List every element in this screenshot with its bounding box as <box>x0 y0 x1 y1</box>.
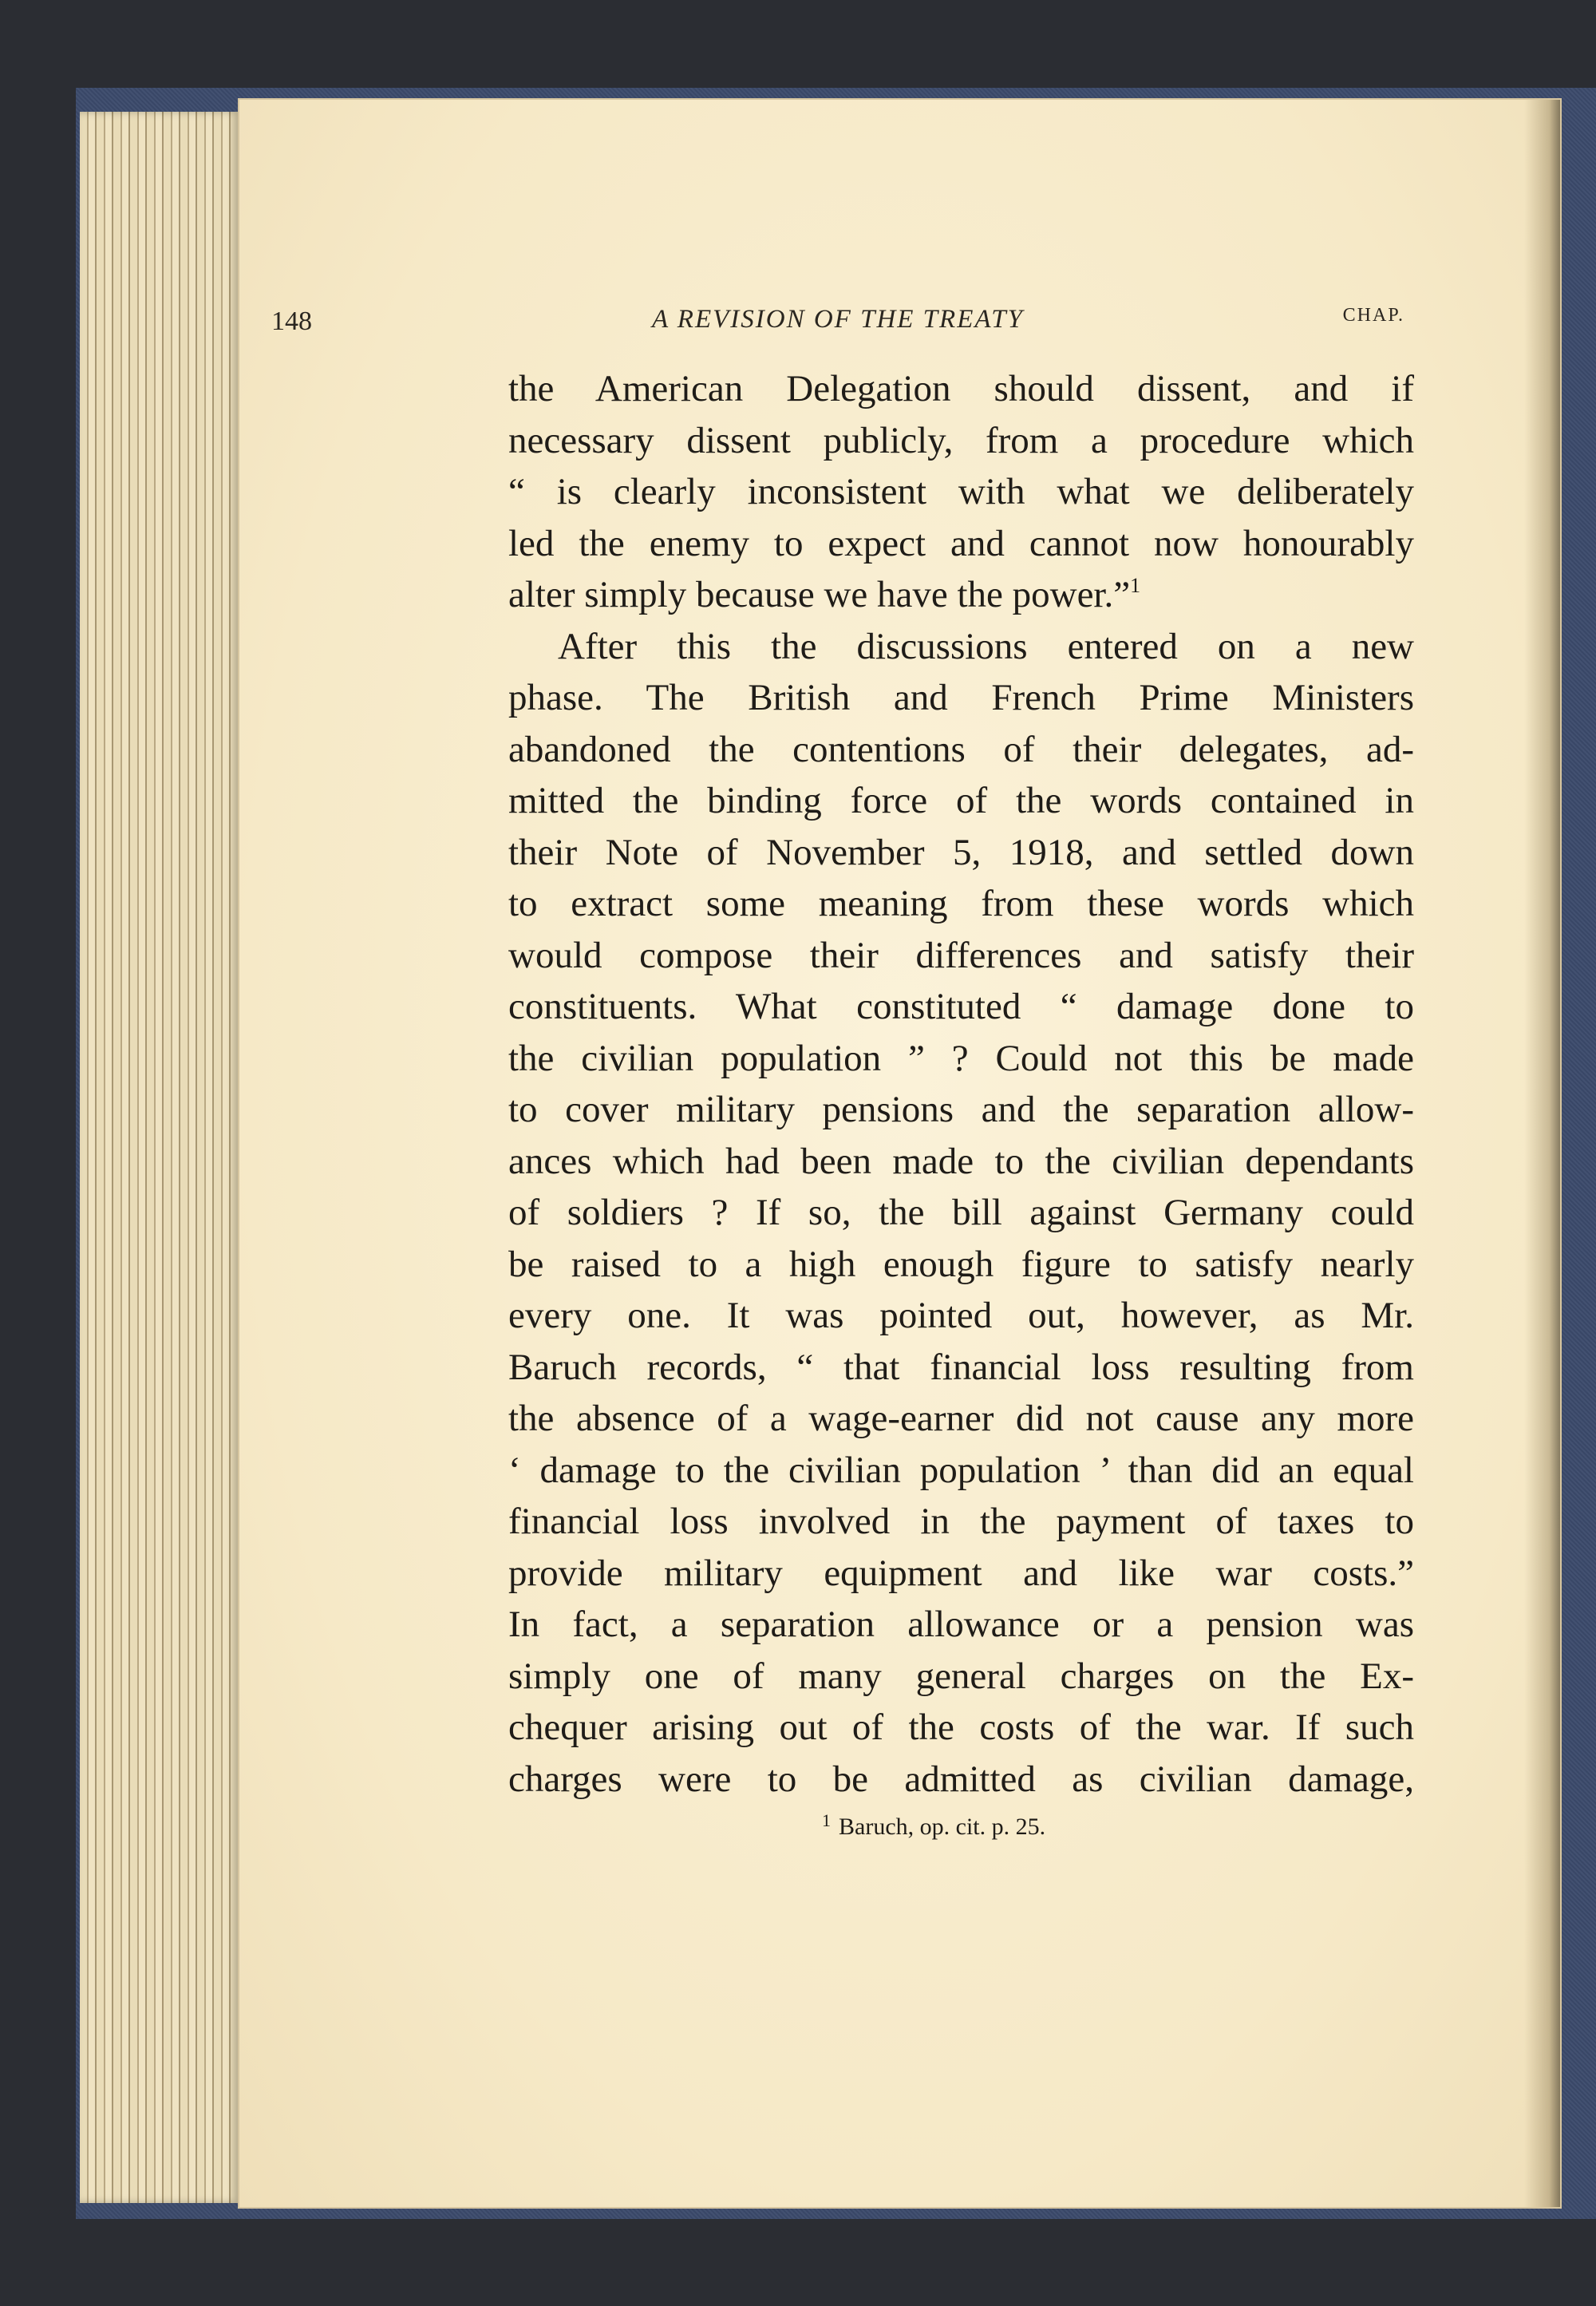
text-line: In fact, a separation allowance or a pension was <box>508 1604 1414 1645</box>
text-line: ances which had been made to the civilian dependants <box>508 1140 1414 1182</box>
text-line: financial loss involved in the payment of taxes to <box>508 1501 1414 1542</box>
text-line: phase. The British and French Prime Ministers <box>508 677 1414 718</box>
body-text <box>508 363 1414 1805</box>
text-line: the civilian population ” ? Could not this be made <box>508 1037 1414 1079</box>
page-number: 148 <box>271 307 312 336</box>
text-line: chequer arising out of the costs of the war. If such <box>508 1707 1414 1748</box>
footnote-text: Baruch, op. cit. p. 25. <box>839 1814 1046 1840</box>
text-line: of soldiers ? If so, the bill against Germany could <box>508 1192 1414 1233</box>
text-line-last <box>508 569 1414 621</box>
chapter-label: CHAP. <box>1342 305 1404 326</box>
text-line: be raised to a high enough figure to satisfy nearly <box>508 1243 1414 1285</box>
text-line: led the enemy to expect and cannot now honourably <box>508 522 1414 564</box>
text-line: mitted the binding force of the words contained in <box>508 780 1414 821</box>
text-line: the absence of a wage-earner did not cause any more <box>508 1398 1414 1439</box>
text-line: to extract some meaning from these words which <box>508 883 1414 924</box>
text-line: Baruch records, “ that financial loss resulting from <box>508 1346 1414 1388</box>
footnote <box>822 1810 1045 1841</box>
footnote-mark: 1 <box>822 1810 831 1830</box>
text-line: every one. It was pointed out, however, as Mr. <box>508 1295 1414 1336</box>
running-title: A REVISION OF THE TREATY <box>652 305 1024 334</box>
text-line: After this the discussions entered on a new <box>558 625 1414 667</box>
running-head <box>271 297 1404 345</box>
text-line: necessary dissent publicly, from a procedure which <box>508 419 1414 461</box>
page-edges <box>80 112 239 2203</box>
footnote-reference: 1 <box>1130 574 1141 597</box>
text-line: their Note of November 5, 1918, and settled down <box>508 831 1414 873</box>
text-line: ‘ damage to the civilian population ’ than did an equal <box>508 1449 1414 1491</box>
page-gutter <box>1524 100 1560 2207</box>
text-line: simply one of many general charges on the Ex- <box>508 1655 1414 1697</box>
text-line: “ is clearly inconsistent with what we deliberately <box>508 471 1414 512</box>
text-line: abandoned the contentions of their delegates, ad- <box>508 728 1414 770</box>
text-line: would compose their differences and satisfy their <box>508 934 1414 976</box>
text-line: charges were to be admitted as civilian damage, <box>508 1758 1414 1800</box>
text-line: to cover military pensions and the separation allow- <box>508 1089 1414 1130</box>
text-line: constituents. What constituted “ damage done to <box>508 986 1414 1027</box>
text-line: the American Delegation should dissent, and if <box>508 368 1414 409</box>
text-line-content: alter simply because we have the power.” <box>508 574 1131 615</box>
text-line: provide military equipment and like war costs.” <box>508 1552 1414 1594</box>
